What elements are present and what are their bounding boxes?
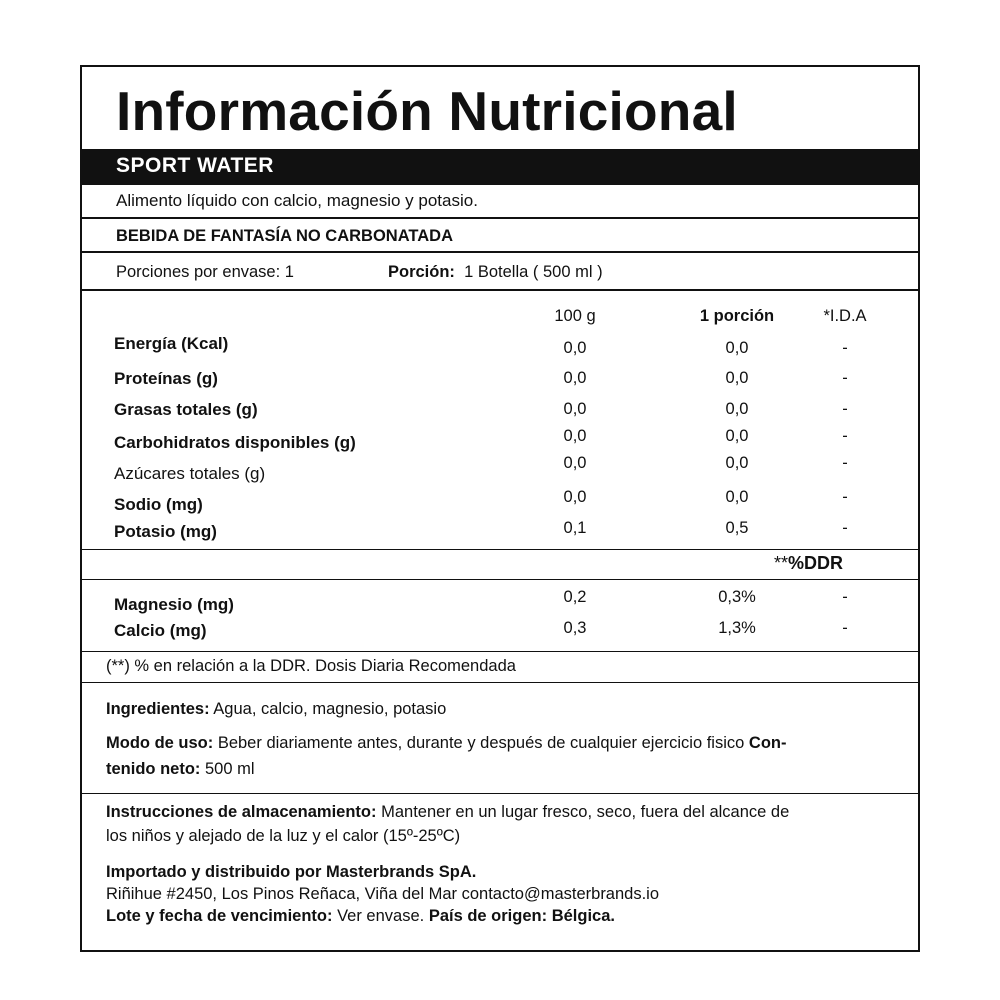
ddr-header <box>774 553 843 574</box>
ddr-label: %DDR <box>788 553 844 573</box>
lot-text: Ver envase. <box>337 907 425 925</box>
divider <box>82 289 918 291</box>
mineral-name: Magnesio (mg) <box>114 595 234 614</box>
divider <box>82 682 918 683</box>
value-ida: - <box>842 400 848 418</box>
divider <box>82 793 918 794</box>
storage-line-1 <box>106 803 789 822</box>
nutrient-name: Carbohidratos disponibles (g) <box>114 433 356 452</box>
value-per-100g: 0,0 <box>563 427 587 445</box>
content-value: 500 ml <box>205 760 255 778</box>
content-label-part1: Con- <box>748 734 787 752</box>
ingredients <box>106 700 446 719</box>
storage-label: Instrucciones de almacenamiento: <box>106 803 377 821</box>
value-ida: - <box>842 369 848 387</box>
value-per-100g: 0,0 <box>563 454 587 472</box>
divider <box>82 549 918 550</box>
value-ida: - <box>842 339 848 357</box>
usage-label: Modo de uso: <box>106 734 214 752</box>
column-header-ida: *I.D.A <box>823 307 867 325</box>
value-per-portion: 0,5 <box>725 519 749 537</box>
value-per-100g: 0,2 <box>563 588 587 606</box>
usage-line-1 <box>106 734 786 753</box>
nutrient-name: Grasas totales (g) <box>114 400 258 419</box>
value-per-100g: 0,1 <box>563 519 587 537</box>
value-ida: - <box>842 488 848 506</box>
divider <box>82 217 918 219</box>
value-per-portion: 1,3% <box>718 619 756 637</box>
value-ida: - <box>842 519 848 537</box>
nutrient-name: Energía (Kcal) <box>114 334 229 353</box>
importer-address: Riñihue #2450, Los Pinos Reñaca, Viña del Mar contacto@masterbrands.io <box>106 885 660 903</box>
origin-label: País de origen: <box>428 907 548 925</box>
value-per-100g: 0,0 <box>563 488 587 506</box>
portion-value: 1 Botella ( 500 ml ) <box>464 263 603 281</box>
storage-line-2: los niños y alejado de la luz y el calor (15º-25ºC) <box>106 827 461 845</box>
column-header-100g: 100 g <box>554 307 596 325</box>
ingredients-label: Ingredientes: <box>106 700 210 718</box>
label-title: Información Nutricional <box>116 80 738 142</box>
nutrient-name: Potasio (mg) <box>114 522 217 541</box>
value-ida: - <box>842 454 848 472</box>
value-ida: - <box>842 588 848 606</box>
divider <box>82 251 918 253</box>
usage-text: Beber diariamente antes, durante y después de cualquier ejercicio fisico <box>217 734 745 752</box>
lot-label: Lote y fecha de vencimiento: <box>106 907 333 925</box>
ingredients-text: Agua, calcio, magnesio, potasio <box>213 700 447 718</box>
value-per-100g: 0,0 <box>563 339 587 357</box>
value-per-portion: 0,0 <box>725 488 749 506</box>
content-label-part2: tenido neto: <box>106 760 201 778</box>
importer-line-1: Importado y distribuido por Masterbrands SpA. <box>106 863 477 881</box>
product-description: Alimento líquido con calcio, magnesio y potasio. <box>116 191 478 210</box>
value-per-portion: 0,0 <box>725 339 749 357</box>
mineral-name: Calcio (mg) <box>114 621 207 640</box>
product-name: SPORT WATER <box>116 154 274 177</box>
portion-size <box>388 263 603 282</box>
origin-value: Bélgica. <box>551 907 615 925</box>
ddr-footnote: (**) % en relación a la DDR. Dosis Diaria Recomendada <box>106 657 516 675</box>
value-per-portion: 0,3% <box>718 588 756 606</box>
product-category: BEBIDA DE FANTASÍA NO CARBONATADA <box>116 227 454 245</box>
ddr-asterisks: ** <box>774 553 789 573</box>
nutrient-name: Sodio (mg) <box>114 495 203 514</box>
value-per-100g: 0,0 <box>563 400 587 418</box>
divider <box>82 651 918 652</box>
value-per-100g: 0,0 <box>563 369 587 387</box>
value-ida: - <box>842 427 848 445</box>
value-per-100g: 0,3 <box>563 619 587 637</box>
value-per-portion: 0,0 <box>725 400 749 418</box>
nutrition-label <box>80 65 920 952</box>
value-per-portion: 0,0 <box>725 454 749 472</box>
nutrient-name: Proteínas (g) <box>114 369 218 388</box>
usage-line-2 <box>106 760 255 779</box>
divider <box>82 579 918 580</box>
value-ida: - <box>842 619 848 637</box>
nutrient-name: Azúcares totales (g) <box>114 464 266 483</box>
column-header-portion: 1 porción <box>699 307 775 325</box>
lot-and-origin <box>106 907 615 926</box>
product-band <box>82 149 918 185</box>
value-per-portion: 0,0 <box>725 427 749 445</box>
storage-text-1: Mantener en un lugar fresco, seco, fuera del alcance de <box>381 803 790 821</box>
value-per-portion: 0,0 <box>725 369 749 387</box>
portion-label: Porción: <box>388 263 455 281</box>
servings-per-container: Porciones por envase: 1 <box>116 263 294 281</box>
